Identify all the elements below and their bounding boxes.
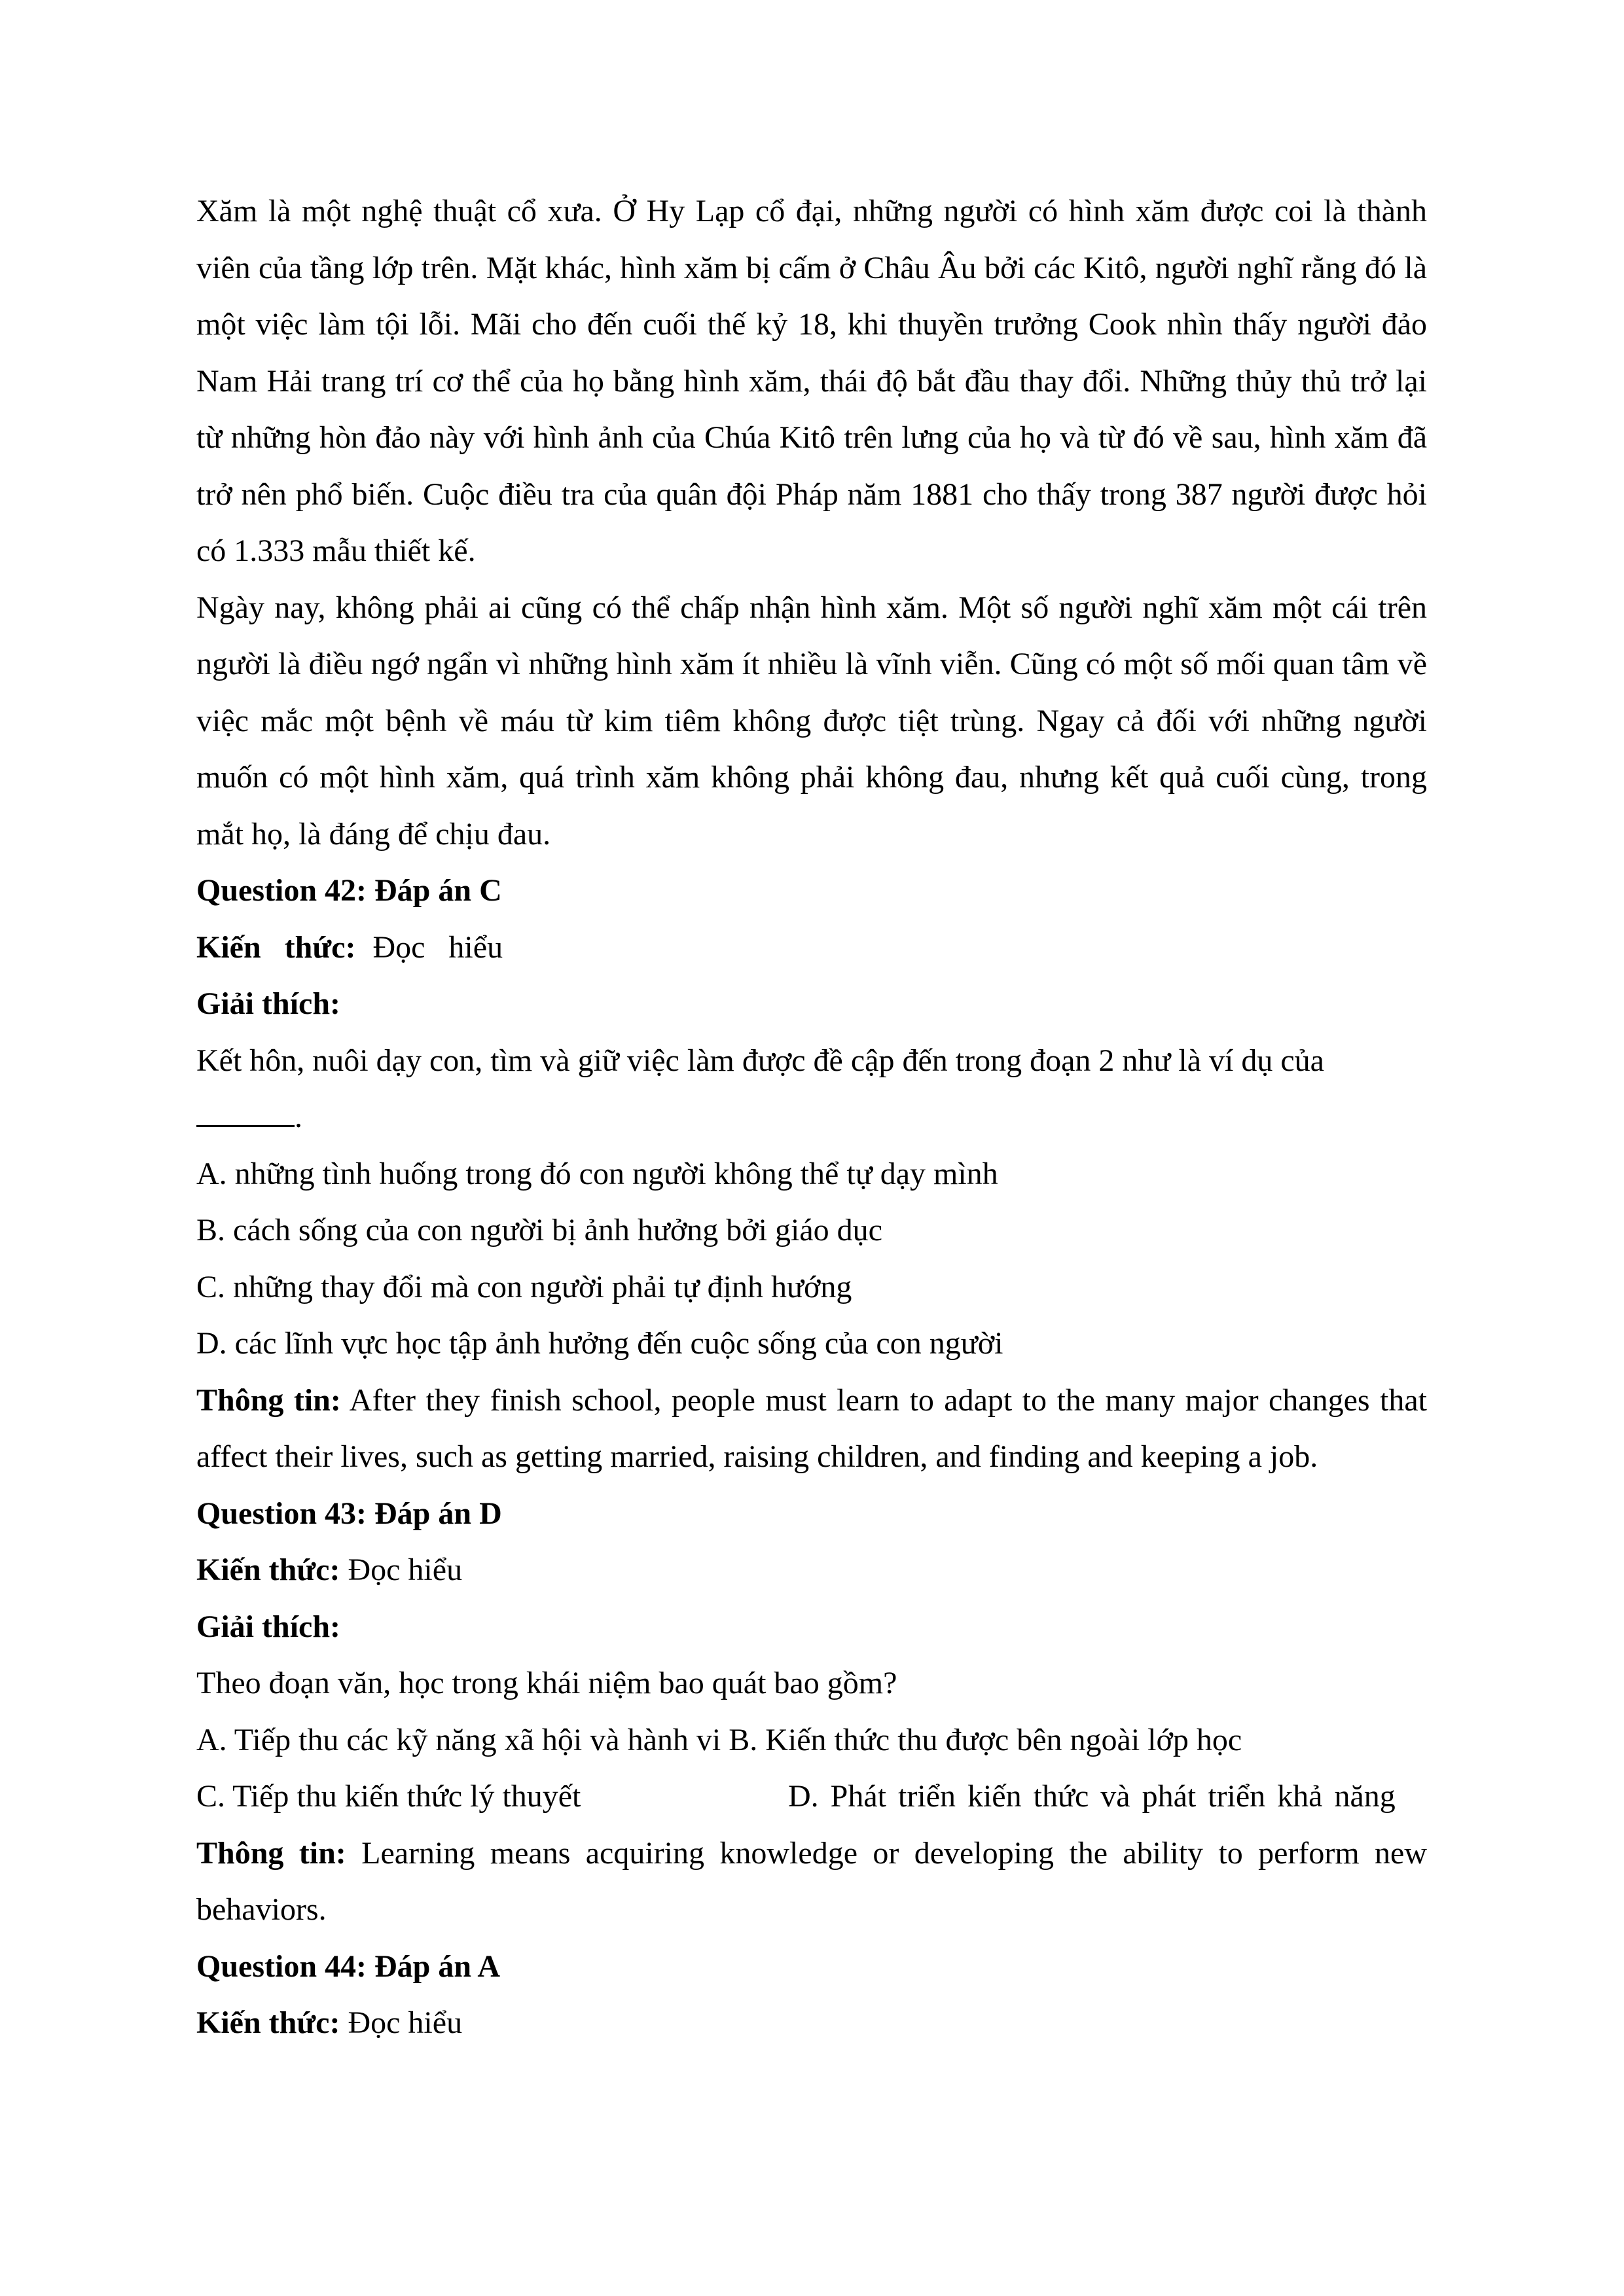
passage-paragraph-1: Xăm là một nghệ thuật cổ xưa. Ở Hy Lạp cổ đại, những người có hình xăm được coi là thành viên của tầng lớp trên. Mặt khác, hình xăm bị cấm ở Châu Âu bởi các Kitô, người nghĩ rằng đó là một việc làm tội lỗi. Mãi cho đến cuối thế kỷ 18, khi thuyền trưởng Cook nhìn thấy người đảo Nam Hải trang trí cơ thể của họ bằng hình xăm, thái độ bắt đầu thay đổi. Những thủy thủ trở lại từ những hòn đảo này với hình ảnh của Chúa Kitô trên lưng của họ và từ đó về sau, hình xăm đã trở nên phổ biến. Cuộc điều tra của quân đội Pháp năm 1881 cho thấy trong 387 người được hỏi có 1.333 mẫu thiết kế. [196, 194, 1427, 568]
q43-info-text: Learning means acquiring knowledge or developing the ability to perform new behaviors. [196, 1835, 1428, 1927]
q43-info-label: Thông tin: [196, 1835, 346, 1871]
passage-paragraph-2: Ngày nay, không phải ai cũng có thể chấp nhận hình xăm. Một số người nghĩ xăm một cái trên người là điều ngớ ngẩn vì những hình xăm ít nhiều là vĩnh viễn. Cũng có một số mối quan tâm về việc mắc một bệnh về máu từ kim tiêm không được tiệt trùng. Ngay cả đối với những người muốn có một hình xăm, quá trình xăm không phải không đau, nhưng kết quả cuối cùng, trong mắt họ, là đáng để chịu đau. [196, 590, 1427, 852]
q42-heading: Question 42: Đáp án C [196, 873, 502, 908]
q44-knowledge-value: Đọc hiểu [340, 2005, 463, 2040]
q43-option-d: D. Phát triển kiến thức và phát triển khả năng [788, 1779, 1396, 1814]
q42-explain-label: Giải thích: [196, 986, 341, 1021]
q42-option-d: D. các lĩnh vực học tập ảnh hưởng đến cuộc sống của con người [196, 1326, 1003, 1361]
q42-blank-end: . [295, 1100, 302, 1134]
blank-line [196, 1119, 295, 1127]
q43-option-ab: A. Tiếp thu các kỹ năng xã hội và hành vi B. Kiến thức thu được bên ngoài lớp học [196, 1722, 1242, 1757]
q43-question-text: Theo đoạn văn, học trong khái niệm bao quát bao gồm? [196, 1666, 897, 1700]
document-page [196, 183, 1427, 2052]
q43-knowledge-label: Kiến thức: [196, 1552, 340, 1587]
q42-knowledge [196, 920, 1427, 977]
q44-knowledge [196, 1995, 1427, 2052]
q44-knowledge-label: Kiến thức: [196, 2005, 340, 2040]
q43-knowledge-value: Đọc hiểu [340, 1552, 463, 1587]
q43-options-cd [196, 1768, 1427, 1825]
q42-answer-blank [196, 1089, 1427, 1146]
q43-explain-label: Giải thích: [196, 1609, 341, 1644]
q42-question-text: Kết hôn, nuôi dạy con, tìm và giữ việc làm được đề cập đến trong đoạn 2 như là ví dụ của [196, 1043, 1324, 1078]
q42-option-c: C. những thay đổi mà con người phải tự định hướng [196, 1269, 852, 1304]
q42-option-a: A. những tình huống trong đó con người không thể tự dạy mình [196, 1156, 998, 1191]
q42-info-label: Thông tin: [196, 1382, 341, 1418]
q42-option-b: B. cách sống của con người bị ảnh hưởng bởi giáo dục [196, 1213, 882, 1247]
q44-heading: Question 44: Đáp án A [196, 1948, 501, 1984]
q42-knowledge-label: Kiến thức: [196, 929, 356, 965]
q42-knowledge-value: Đọc hiểu [372, 929, 503, 965]
q42-info [196, 1372, 1427, 1486]
q43-knowledge [196, 1542, 1427, 1599]
q43-info [196, 1825, 1427, 1939]
q43-heading: Question 43: Đáp án D [196, 1496, 502, 1531]
q42-info-text: After they finish school, people must learn to adapt to the many major changes that affect their lives, such as getting married, raising children, and finding and keeping a job. [196, 1382, 1428, 1474]
q43-option-c: C. Tiếp thu kiến thức lý thuyết [196, 1779, 581, 1814]
